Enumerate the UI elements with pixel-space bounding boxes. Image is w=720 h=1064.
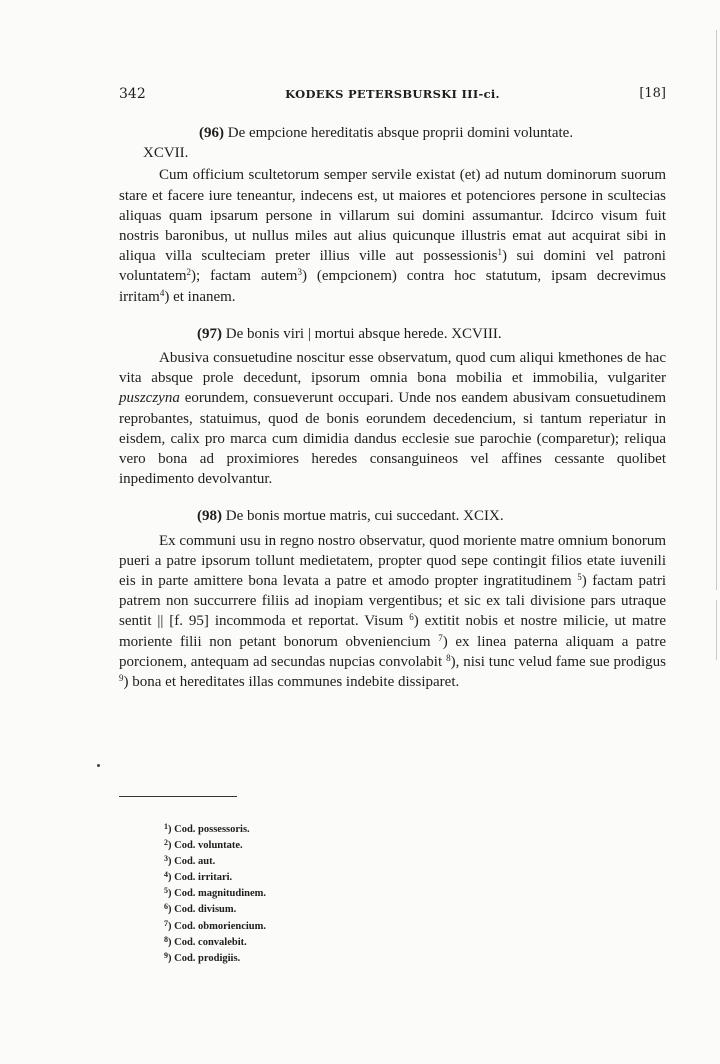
footnote-text: Cod. obmoriencium. [174,920,266,932]
footnote: $^3$) Cod. aut. [164,854,216,868]
article-title: De bonis mortue matris, cui succedant. XCIX. [225,508,504,525]
paragraph-text: Ex communi usu in regno nostro observatur, quod moriente matre omnium bonorum pueri a patre ipsorum tollunt medietatem, propter quod sepe contingit filios etate iuvenili eis in parte amittere bona levata a patre et amodo propter ingratitudinem [119,532,666,590]
folio-mark: [f. 95] [169,613,209,630]
scan-edge-line [716,600,717,660]
article-heading-97 [119,324,666,344]
article-title: De bonis viri | mortui absque herede. XCVIII. [225,325,502,342]
footnote-number: 5 [164,886,168,896]
footnote: $^2$) Cod. voluntate. [164,838,243,852]
paragraph-text: (empcionem) contra hoc statutum, ipsam decrevimus irritam [119,268,666,305]
paragraph-text: extitit nobis et nostre milicie, ut matre moriente filii non petant bonorum obveniencium [119,613,667,650]
folio-separator: || [157,613,164,630]
paragraph-text: ex linea paterna aliquam a patre porcionem, antequam ad secundas nupcias convolabit [119,633,666,670]
footnote-ref: 1 [497,247,502,258]
page-number: 342 [119,86,146,102]
footnote-number: 4 [164,870,168,880]
footnote-number: 8 [164,934,168,944]
footnote-text: Cod. convalebit. [174,936,247,948]
footnote-text: Cod. voluntate. [174,840,243,852]
scan-edge-line [716,30,717,590]
paragraph-text: Abusiva consuetudine noscitur esse observatum, quod cum aliqui kmethones de hac vita absque prole decedunt, ipsorum omnia bona mobilia et immobilia, vulgariter [119,350,666,387]
article-paragraph-98: Ex communi usu in regno nostro observatur, quod moriente matre omnium bonorum pueri a patre ipsorum tollunt medietatem, propter quod sepe contingit filios etate iuvenili eis in parte amittere bona levata a patre et amodo propter ingratitudinem $^5$) factam patri patrem non succurrere filiis ad inopiam vergentibus; et sic ex tali divisione pars utraque sentit || [f. 95] incommoda et reportat. Visum $^6$) extitit nobis et nostre milicie, ut matre moriente filii non petant bonorum obveniencium $^7$) ex linea paterna aliquam a patre porcionem, antequam ad secundas nupcias convolabit $^8$), nisi tunc velud fame sue prodigus $^9$) bona et hereditates illas communes indebite dissiparet. [119,532,667,691]
article-number: (97) [197,325,222,342]
paragraph-text: ; factam autem [196,268,298,285]
footnote-number: 7 [164,918,168,928]
article-roman-numeral: XCVII. [143,145,189,162]
article-heading-98 [119,506,666,526]
paragraph-text: factam patri patrem non succurrere filiis ad inopiam vergentibus; et sic ex tali divisione pars utraque sentit [119,573,666,630]
footnote: $^1$) Cod. possessoris. [164,822,250,835]
footnote: $^5$) Cod. magnitudinem. [164,886,267,900]
vernacular-term: puszczyna [119,390,180,407]
paragraph-text: bona et hereditates illas communes indebite dissiparet. [128,674,460,691]
footnote-text: Cod. magnitudinem. [174,888,267,900]
page-header [119,86,666,106]
paragraph-text: sui domini vel patroni voluntatem [119,248,666,285]
paragraph-text: eorundem, consueverunt occupari. Unde nos eandem abusivam consuetudinem reprobantes, statuimus, quod de bonis eorundem decedencium, si tantum reperiatur in eisdem, calix pro marca cum dimidia dandus ecclesie sue parochie (comparetur); reliqua vero bona ad proximiores heredes consanguineos vel affines cessante quolibet inpedimento devolvantur. [119,390,667,488]
scan-speck [97,764,100,767]
section-number: [18] [639,86,666,101]
article-number: (98) [197,508,222,525]
footnote: $^9$) Cod. prodigiis. [164,950,241,964]
footnote-number: 2 [164,838,168,848]
footnote-number: 3 [164,854,168,864]
article-heading-96 [119,123,666,163]
footnote-ref: 8 [446,652,451,663]
paragraph-text: , nisi tunc velud fame sue prodigus [455,653,667,670]
footnote-ref: 7 [438,632,443,643]
footnote: $^6$) Cod. divisum. [164,902,237,916]
footnote-number: 1 [164,822,168,831]
footnote-ref: 4 [159,287,165,298]
article-number: (96) [199,125,224,141]
footnote-text: Cod. prodigiis. [174,952,241,964]
footnote-ref: 6 [409,612,414,623]
main-text [119,123,666,692]
paragraph-text: Cum officium scultetorum semper servile existat (et) ad nutum dominorum suorum stare et facere iure teneantur, indecens est, ut maiores et potenciores persone in scultecias aliquas quam ipsarum persone in villarum sui domini assumantur. Idcirco visum fuit nostris baronibus, ut nullus miles aut alius quicunque illustris emat aut acquirat sibi in aliqua villa sculteciam preter illius ville aut possessionis [119,167,666,265]
footnote-ref: 3 [297,267,302,278]
footnote-text: Cod. aut. [174,856,216,868]
article-title: De empcione hereditatis absque proprii domini voluntate. [227,125,574,141]
article-paragraph-96: Cum officium scultetorum semper servile existat (et) ad nutum dominorum suorum stare et facere iure teneantur, indecens est, ut maiores et potenciores persone in scultecias aliquas quam ipsarum persone in villarum sui domini assumantur. Idcirco visum fuit nostris baronibus, ut nullus miles aut alius quicunque illustris emat aut acquirat sibi in aliqua villa sculteciam preter illius ville aut possessionis$^1$) sui domini vel patroni voluntatem$^2$); factam autem$^3$) (empcionem) contra hoc statutum, ipsam decrevimus irritam$^4$) et inanem. [119,167,666,305]
footnote-ref: 9 [119,673,124,684]
footnote: $^8$) Cod. convalebit. [164,934,247,948]
footnote-ref: 5 [577,572,582,583]
footnote-number: 9 [164,950,168,960]
footnotes [164,822,464,967]
paragraph-text: incommoda et reportat. Visum [214,613,404,630]
footnote-number: 6 [164,902,168,912]
footnote-text: Cod. divisum. [174,904,237,916]
footnote-text: Cod. possessoris. [174,824,250,835]
article-paragraph-97 [119,348,666,489]
footnote: $^7$) Cod. obmoriencium. [164,918,266,932]
footnote-ref: 2 [186,267,191,278]
footnote: $^4$) Cod. irritari. [164,870,233,884]
footnote-divider [119,796,237,797]
paragraph-text: et inanem. [169,288,236,305]
running-title: KODEKS PETERSBURSKI III-ci. [285,87,500,101]
footnote-text: Cod. irritari. [174,872,233,884]
